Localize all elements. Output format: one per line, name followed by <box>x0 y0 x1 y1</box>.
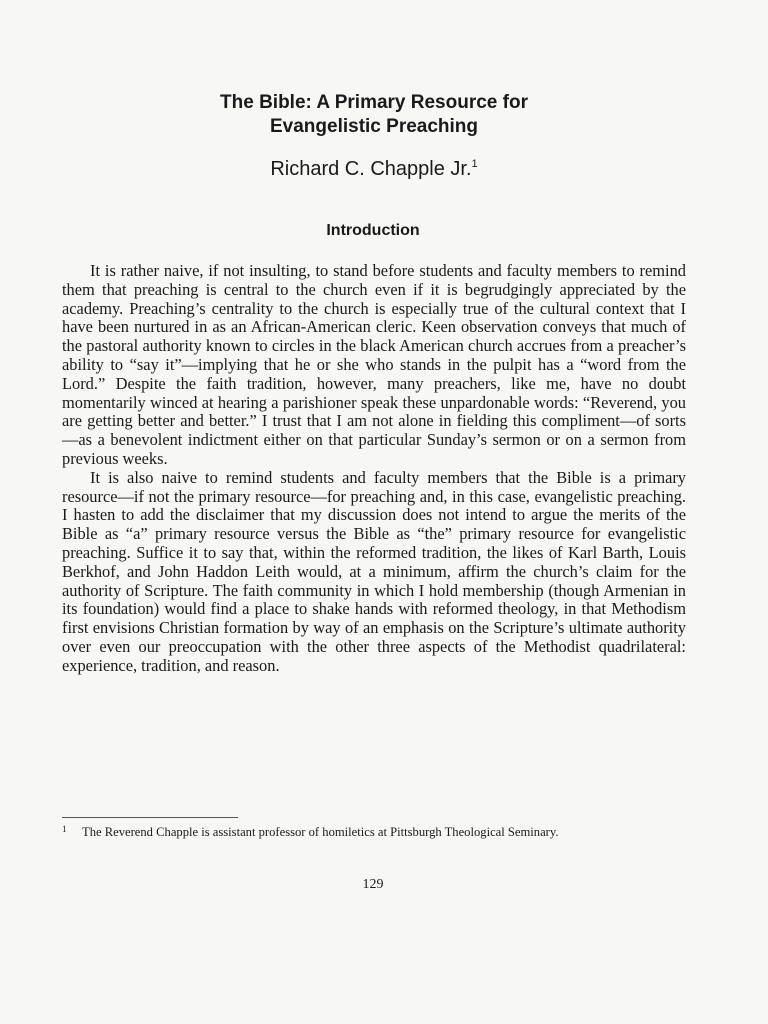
footnote-text: The Reverend Chapple is assistant professor of homiletics at Pittsburgh Theological Seminary. <box>82 825 559 839</box>
page-number: 129 <box>362 877 384 892</box>
author-name: Richard C. Chapple Jr. <box>270 158 472 180</box>
footnote-divider <box>62 817 238 818</box>
article-body <box>62 262 686 676</box>
article-title <box>0 91 748 139</box>
body-paragraph: It is rather naive, if not insulting, to stand before students and faculty members to remind them that preaching is central to the church even if it is begrudgingly appreciated by the academy. Preaching’s centrality to the church is especially true of the cultural context that I have been nurtured in as an African-American cleric. Keen observation conveys that much of the pastoral authority known to circles in the black American church accrues from a preacher’s ability to “say it”—implying that he or she who stands in the pulpit has a “word from the Lord.” Despite the faith tradition, however, many preachers, like me, have no doubt momentarily winced at hearing a parishioner speak these unpardonable words: “Reverend, you are getting better and better.” I trust that I am not alone in fielding this compliment—of sorts—as a benevolent indictment either on that particular Sunday’s sermon or on a sermon from previous weeks. <box>62 261 686 468</box>
section-heading: Introduction <box>326 222 420 239</box>
author-footnote-marker: 1 <box>471 158 478 170</box>
author-byline <box>0 151 748 182</box>
footnote-marker: 1 <box>62 824 67 834</box>
footnote <box>62 824 686 841</box>
article-title-line-2: Evangelistic Preaching <box>269 116 479 137</box>
article-title-line-1: The Bible: A Primary Resource for <box>220 92 528 113</box>
body-paragraph: It is also naive to remind students and faculty members that the Bible is a primary resource—if not the primary resource—for preaching and, in this case, evangelistic preaching. I hasten to add the disclaimer that my discussion does not intend to argue the merits of the Bible as “a” primary resource versus the Bible as “the” primary resource for evangelistic preaching. Suffice it to say that, within the reformed tradition, the likes of Karl Barth, Louis Berkhof, and John Haddon Leith would, at a minimum, affirm the church’s claim for the authority of Scripture. The faith community in which I hold membership (though Armenian in its foundation) would find a place to shake hands with reformed theology, in that Methodism first envisions Christian formation by way of an emphasis on the Scripture’s ultimate authority over even our preoccupation with the other three aspects of the Methodist quadrilateral: experience, tradition, and reason. <box>62 467 686 675</box>
